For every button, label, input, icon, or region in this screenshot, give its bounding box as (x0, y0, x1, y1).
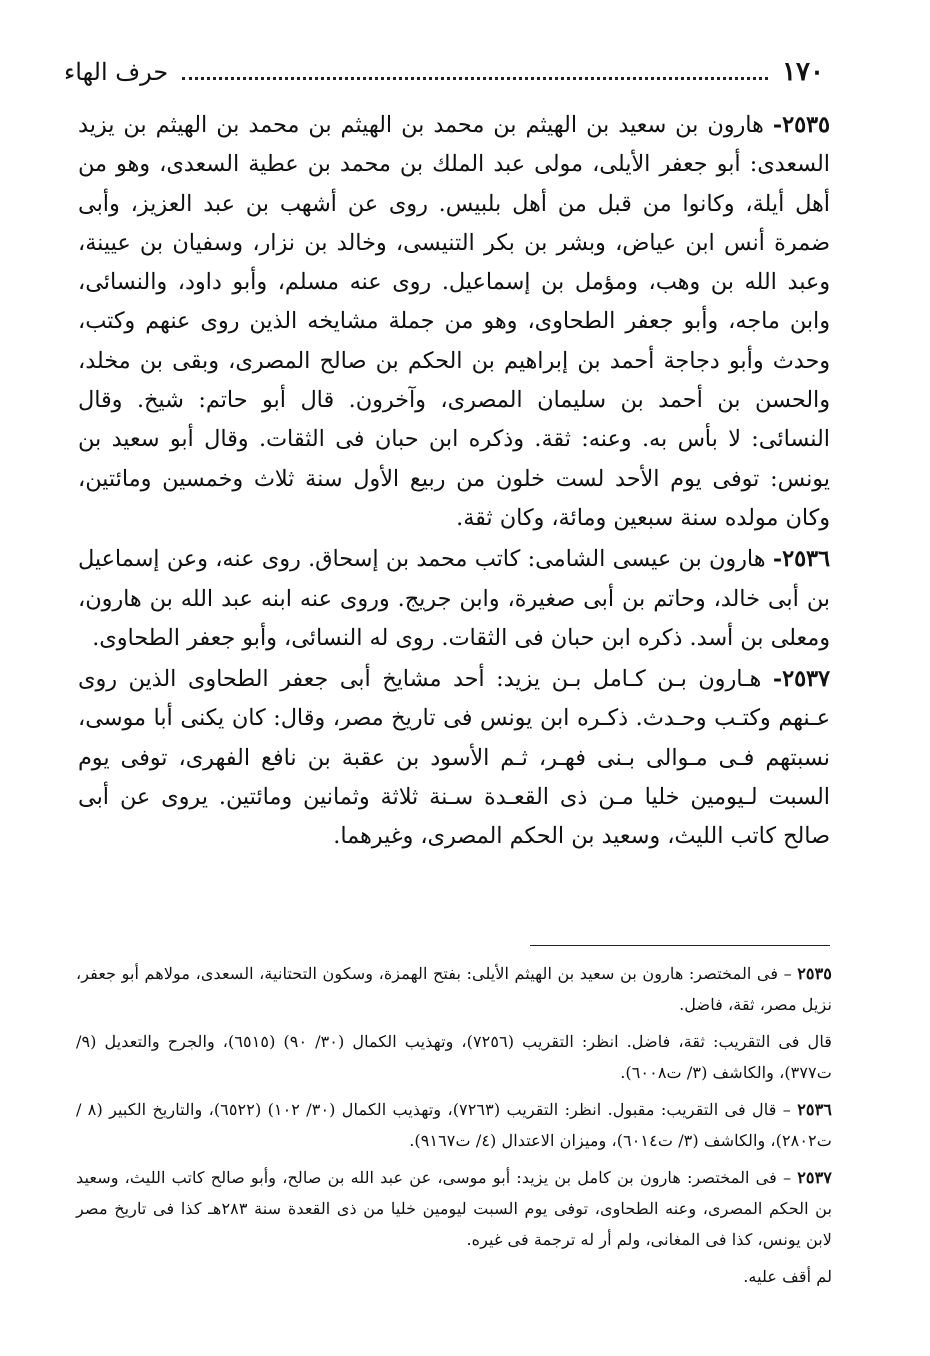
header-dotted-leader (182, 77, 768, 80)
main-text (78, 106, 830, 857)
footnote-text: لم أقف عليه. (743, 1267, 832, 1286)
footnote-number: ٢٥٣٦ (797, 1100, 832, 1119)
footnote-text: قال فى التقريب: ثقة، فاضل. انظر: التقريب (٧٢٥٦)، وتهذيب الكمال (٣٠/ ٩٠) (٦٥١٥)، والجرح والتعديل (٩/ ت٣٧٧)، والكاشف (٣/ ت٦٠٠٨). (76, 1032, 832, 1082)
entry-2535 (78, 106, 830, 538)
footnote-text: – فى المختصر: هارون بن سعيد بن الهيثم الأيلى: بفتح الهمزة، وسكون التحتانية، السعدى، مولاهم أبو جعفر، نزيل مصر، ثقة، فاضل. (76, 964, 832, 1014)
entry-text: هارون بن عيسى الشامى: كاتب محمد بن إسحاق. روى عنه، وعن إسماعيل بن أبى خالد، وحاتم بن أبى صغيرة، وابن جريج. وروى عنه ابنه عبد الله بن هارون، ومعلى بن أسد. ذكره ابن حبان فى الثقات. روى له النسائى، وأبو جعفر الطحاوى. (78, 546, 830, 651)
footnote-2537-continued (76, 1261, 832, 1292)
footnotes (76, 958, 832, 1294)
footnote-2535-continued (76, 1026, 832, 1088)
footnote-2537 (76, 1162, 832, 1255)
running-title: حرف الهاء (64, 58, 169, 86)
page-number: ١٧٠ (782, 57, 824, 87)
footnote-number: ٢٥٣٥ (797, 964, 832, 983)
footnote-text: – قال فى التقريب: مقبول. انظر: التقريب (٧٢٦٣)، وتهذيب الكمال (٣٠/ ١٠٢) (٦٥٢٢)، والتاريخ الكبير (٨ / ت٢٨٠٢)، والكاشف (٣/ ت٦٠١٤)، وميزان الاعتدال (٤/ ت٩١٦٧). (76, 1100, 832, 1150)
page-header (64, 52, 824, 92)
footnote-number: ٢٥٣٧ (797, 1168, 832, 1187)
footnote-separator (530, 945, 830, 946)
entry-number: ٢٥٣٥- (772, 112, 830, 138)
entry-number: ٢٥٣٦- (772, 546, 830, 573)
entry-2537 (78, 660, 830, 856)
entry-text: هـارون بـن كـامل بـن يزيد: أحد مشايخ أبى جعفر الطحاوى الذين روى عـنهم وكتـب وحـدث. ذكـره ابن يونس فى تاريخ مصر، وقال: كان يكنى أبا موسى، نسبتهم فـى مـوالى بـنى فهـر، ثـم الأسود بن عقبة بن نافع الفهرى، توفى يوم السبت لـيومين خليا مـن ذى القعـدة سـنة ثلاثة وثمانين ومائتين. يروى عن أبى صالح كاتب الليث، وسعيد بن الحكم المصرى، وغيرهما. (78, 666, 830, 850)
entry-number: ٢٥٣٧- (772, 666, 830, 693)
footnote-2536 (76, 1094, 832, 1156)
footnote-text: – فى المختصر: هارون بن كامل بن يزيد: أبو موسى، عن عبد الله بن صالح، وأبو صالح كاتب الليث، وسعيد بن الحكم المصرى، وعنه الطحاوى، توفى يوم السبت ليومين خليا من ذى القعدة سنة ٢٨٣هـ كذا فى تاريخ مصر لابن يونس، كذا فى المغانى، ولم أر له ترجمة فى غيره. (76, 1168, 832, 1249)
entry-text: هارون بن سعيد بن الهيثم بن محمد بن الهيثم بن محمد بن الهيثم بن يزيد السعدى: أبو جعفر الأيلى، مولى عبد الملك بن محمد بن عطية السعدى، وهو من أهل أيلة، وكانوا من قبل من أهل بلبيس. روى عن أشهب بن عبد العزيز، وأبى ضمرة أنس ابن عياض، وبشر بن بكر التنيسى، وخالد بن نزار، وسفيان بن عيينة، وعبد الله بن وهب، ومؤمل بن إسماعيل. روى عنه مسلم، وأبو داود، والنسائى، وابن ماجه، وأبو جعفر الطحاوى، وهو من جملة مشايخه الذين روى عنهم وكتب، وحدث وأبو دجاجة أحمد بن إبراهيم بن الحكم بن صالح المصرى، وبقى بن مخلد، والحسن بن أحمد بن سليمان المصرى، وآخرون. قال أبو حاتم: شيخ. وقال النسائى: لا بأس به. وعنه: ثقة. وذكره ابن حبان فى الثقات. وقال أبو سعيد بن يونس: توفى يوم الأحد لست خلون من ربيع الأول سنة ثلاث وخمسين ومائتين، وكان مولده سنة سبعين ومائة، وكان ثقة. (78, 112, 830, 531)
entry-2536 (78, 540, 830, 658)
footnote-2535 (76, 958, 832, 1020)
